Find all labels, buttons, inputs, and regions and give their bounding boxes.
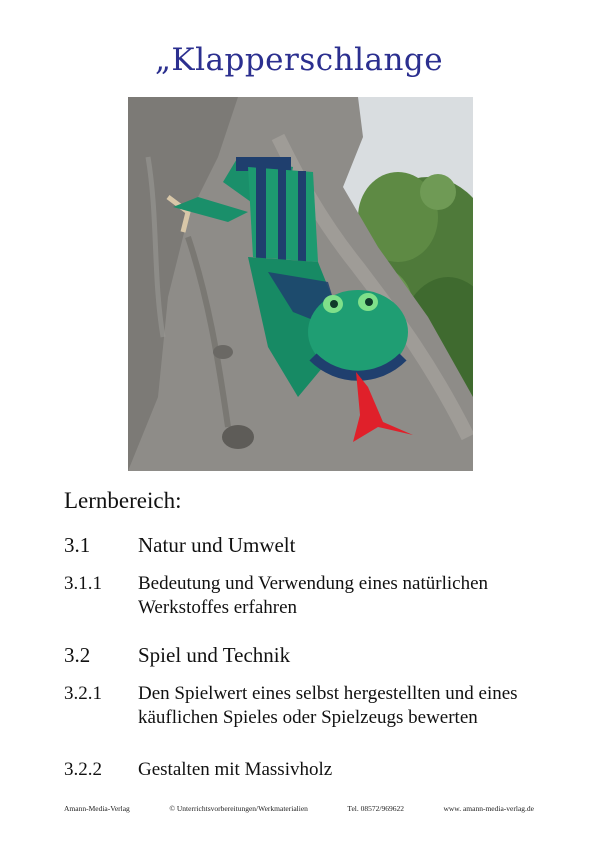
entry-text: Bedeutung und Verwendung eines natürlichen Werkstoffes erfahren — [138, 573, 489, 618]
footer-copyright: © Unterrichtsvorbereitungen/Werkmaterialien — [169, 804, 308, 813]
entry-3-1-1 — [64, 572, 544, 620]
footer-phone: Tel. 08572/969622 — [347, 804, 404, 813]
entry-number: 3.1.1 — [64, 573, 102, 594]
entry-text: Gestalten mit Massivholz — [138, 759, 333, 780]
entry-3-2-2 — [64, 758, 544, 782]
entry-3-2-1 — [64, 682, 544, 730]
entry-3-1 — [64, 533, 544, 557]
entry-text: Spiel und Technik — [138, 643, 291, 667]
page-title: „Klapperschlange — [154, 42, 444, 78]
footer-website: www. amann-media-verlag.de — [443, 804, 534, 813]
entry-number: 3.1 — [64, 533, 91, 557]
entry-text: Den Spielwert eines selbst hergestellten und eines käuflichen Spieles oder Spielzeugs bewerten — [138, 683, 518, 728]
footer-publisher: Amann-Media-Verlag — [64, 804, 130, 813]
page-footer — [64, 804, 534, 813]
snake-photo — [128, 97, 473, 471]
entry-number: 3.2.1 — [64, 683, 102, 704]
entry-number: 3.2.2 — [64, 759, 102, 780]
section-label: Lernbereich: — [64, 488, 182, 513]
entry-3-2 — [64, 643, 544, 667]
entry-text: Natur und Umwelt — [138, 533, 296, 557]
entry-number: 3.2 — [64, 643, 91, 667]
